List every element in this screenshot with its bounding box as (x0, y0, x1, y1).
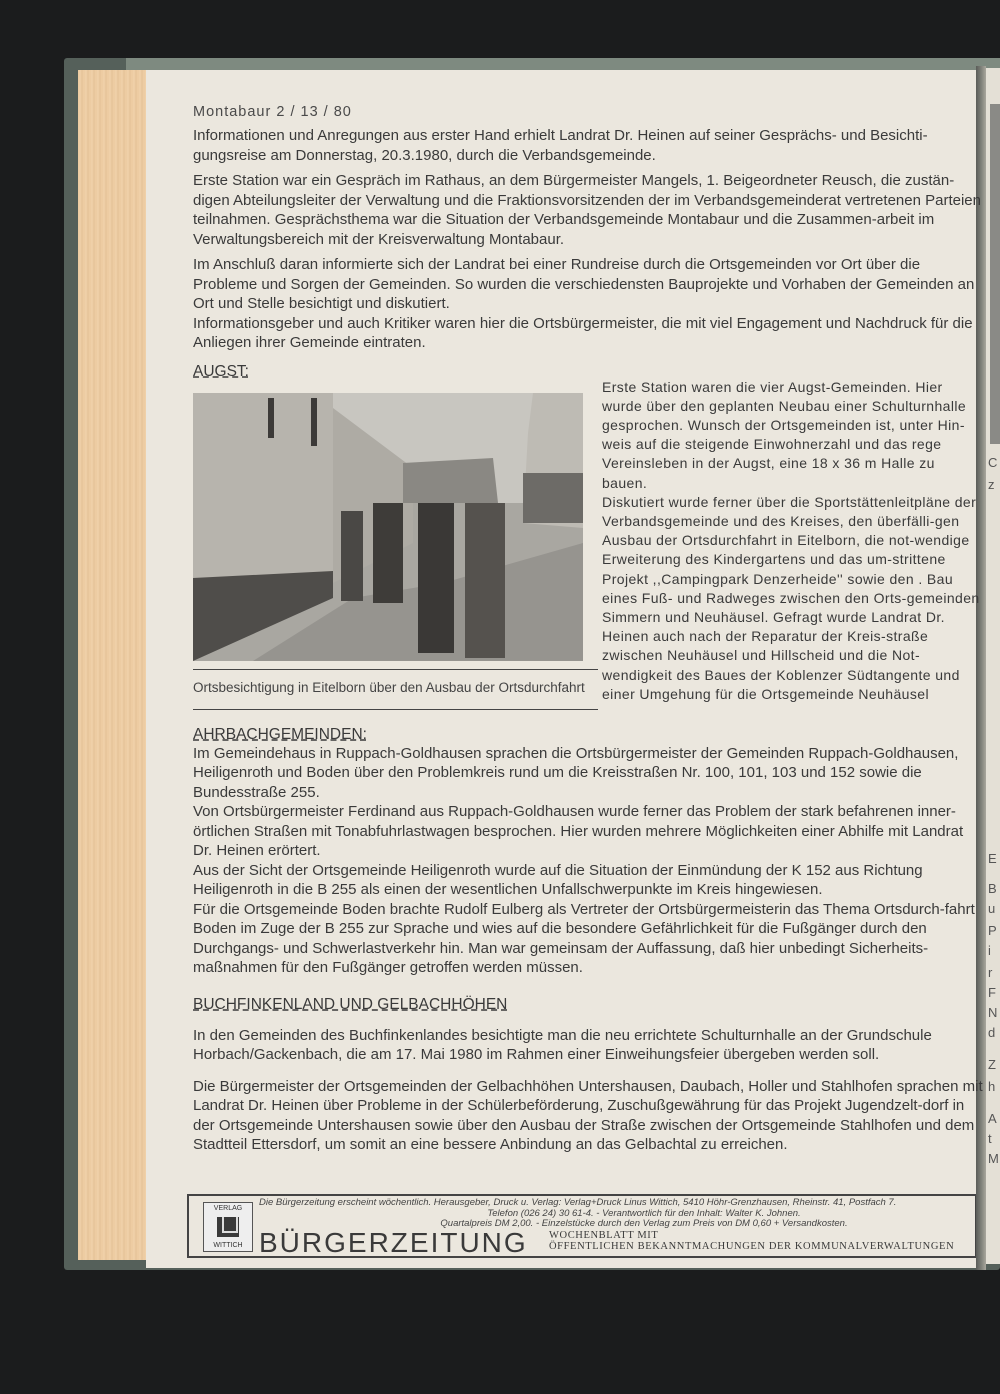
imprint (259, 1198, 969, 1230)
next-page-fragment: d (988, 1025, 996, 1040)
masthead-footer (187, 1194, 976, 1258)
intro-paragraph: Informationsgeber und auch Kritiker waren hier die Ortsbürgermeister, die mit viel Engagement und Nachdruck für die Anliegen ihrer Gemeinde eintraten. (193, 314, 973, 351)
ahrbach-paragraph: Für die Ortsgemeinde Boden brachte Rudolf Eulberg als Vertreter der Ortsbürgermeisterin das Thema Ortsdurch-fahrt Boden im Zuge der B 255 zur Sprache und wies auf die besondere Gefährlichkeit für die Fußgänger durch den Durchgangs- und Schwerlastverkehr hin. Man war gemeinsam der Auffassung, daß hier unbedingt Sicherheits-maßnahmen für den Fußgänger getroffen werden müssen. (193, 900, 975, 976)
photo-eitelborn (193, 393, 583, 661)
dateline: Montabaur 2 / 13 / 80 (193, 104, 352, 120)
next-page-fragment: C (988, 455, 998, 470)
verlag-wittich-logo (203, 1202, 253, 1252)
book-cover-edge (126, 58, 1000, 70)
intro-paragraph: Informationen und Anregungen aus erster Hand erhielt Landrat Dr. Heinen auf seiner Gesprächs- und Besichti-gungsreise am Donnerstag, 20.3.1980, durch die Verbandsgemeinde. (193, 127, 928, 164)
section-heading-buchfinken: BUCHFINKENLAND UND GELBACHHÖHEN (193, 995, 508, 1013)
augst-section (193, 363, 983, 718)
intro-paragraph: Im Anschluß daran informierte sich der Landrat bei einer Rundreise durch die Ortsgemeinden vor Ort über die Probleme und Sorgen der Gemeinden. So wurden die verschiedensten Bauprojekte und Vorhaben der Gemeinden an Ort und Stelle besichtigt und diskutiert. (193, 256, 975, 312)
next-page-fragment: Z (988, 1057, 996, 1072)
intro-paragraph: Erste Station war ein Gespräch im Rathaus, an dem Bürgermeister Mangels, 1. Beigeordneter Reusch, die zustän-digen Abteilungsleiter der Verwaltung und die Fraktionsvorsitzenden der im Verbandsgemeinderat vertretenen Parteien teilnahmen. Gesprächsthema war die Situation der Verbandsgemeinde Montabaur und die Zusammen-arbeit im Verwaltungsbereich mit der Kreisverwaltung Montabaur. (193, 172, 981, 248)
next-page-fragment: z (988, 477, 995, 492)
next-page-fragment: u (988, 901, 996, 916)
photo-caption-box (193, 669, 598, 710)
next-page-fragment: P (988, 923, 997, 938)
next-page-fragment: t (988, 1131, 992, 1146)
next-page-fragment: M (988, 1151, 999, 1166)
intro-section (193, 126, 983, 353)
augst-text (602, 378, 982, 704)
buchfinken-section (193, 996, 983, 1155)
photo-caption: Ortsbesichtigung in Eitelborn über den Ausbau der Ortsdurchfahrt (193, 679, 585, 695)
ahrbach-paragraph: Aus der Sicht der Ortsgemeinde Heiligenroth wurde auf die Situation der Einmündung der K 152 aus Richtung Heiligenroth in die B 255 als einen der wesentlichen Unfallschwerpunkte im Kreis hingewiesen. (193, 861, 923, 898)
augst-paragraph: Diskutiert wurde ferner über die Sportstättenleitpläne der Verbandsgemeinde und des Kreises, den überfälli-gen Ausbau der Ortsdurchfahrt in Eitelborn, die not-wendige Erweiterung des Kindergartens und das um-strittene Projekt ,,Campingpark Denzerheide'' sowie den . Bau eines Fuß- und Radweges zwischen den Orts-gemeinden Simmern und Neuhäusel. Gefragt wurde Landrat Dr. Heinen auch nach der Reparatur der Kreis-straße zwischen Neuhäusel und Hillscheid und die Not-wendigkeit des Baues der Koblenzer Südtangente und einer Umgehung für die Ortsgemeinde Neuhäusel (602, 493, 980, 702)
logo-text-top: VERLAG (213, 1205, 243, 1212)
article (193, 104, 983, 1155)
gelbach-paragraph: Die Bürgermeister der Ortsgemeinden der Gelbachhöhen Untershausen, Daubach, Holler und Stahlhofen sprachen mit Landrat Dr. Heinen über Probleme in der Schülerbeförderung, Zuschußgewährung für das Projekt Jugendzelt-dorf in der Ortsgemeinde Untershausen sowie über den Ausbau der Straße zwischen der Ortsgemeinde Stahlhofen und dem Stadtteil Ettersdorf, um somit an eine bessere Anbindung an das Gelbachtal zu erreichen. (193, 1077, 983, 1153)
ahrbach-paragraph: Von Ortsbürgermeister Ferdinand aus Ruppach-Goldhausen wurde ferner das Problem der stark befahrenen inner-örtlichen Straßen mit Tonabfuhrlastwagen besprochen. Hier wurden mehrere Möglichkeiten einer Abhilfe mit Landrat Dr. Heinen erörtert. (193, 803, 964, 859)
ahrbach-section (193, 726, 983, 978)
next-page-fragment: N (988, 1005, 998, 1020)
next-page-sliver (986, 68, 1000, 1264)
masthead-subtitle-line: ÖFFENTLICHEN BEKANNTMACHUNGEN DER KOMMUNALVERWALTUNGEN (549, 1241, 955, 1252)
masthead-subtitle (549, 1230, 954, 1252)
logo-mark-icon (217, 1217, 239, 1237)
photo-image (193, 393, 583, 661)
masthead-title: BÜRGERZEITUNG (259, 1227, 528, 1258)
augst-paragraph: Erste Station waren die vier Augst-Gemeinden. Hier wurde über den geplanten Neubau einer Schulturnhalle gesprochen. Wunsch der Ortsgemeinden ist, unter Hin-weis auf die steigende Einwohnerzahl und das rege Vereinsleben in der Augst, eine 18 x 36 m Halle zu bauen. (602, 378, 967, 491)
section-heading-ahrbach: AHRBACHGEMEINDEN: (193, 725, 367, 743)
next-page-fragment: B (988, 881, 997, 896)
section-heading-augst: AUGST: (193, 362, 249, 380)
ahrbach-paragraph: Im Gemeindehaus in Ruppach-Goldhausen sprachen die Ortsbürgermeister der Gemeinden Ruppach-Goldhausen, Heiligenroth und Boden über den Problemkreis rund um die Kreisstraßen Nr. 100, 101, 103 und 152 sowie die Bundesstraße 255. (193, 744, 959, 801)
next-page-fragment: i (988, 943, 991, 958)
imprint-line: Die Bürgerzeitung erscheint wöchentlich. Herausgeber, Druck u. Verlag: Verlag+Druck Linus Wittich, 5410 Höhr-Grenzhausen, Rheinstr. 41, Postfach 7. (259, 1197, 897, 1208)
imprint-line: Telefon (026 24) 30 61-4. - Verantwortlich für den Inhalt: Walter K. Johnen. (487, 1207, 801, 1219)
next-page-fragment: F (988, 985, 996, 1000)
next-page-fragment: h (988, 1079, 996, 1094)
masthead-subtitle-line: WOCHENBLATT MIT (549, 1230, 659, 1241)
logo-text-bottom: WITTICH (213, 1242, 243, 1249)
next-page-fragment: A (988, 1111, 997, 1126)
next-page-photo (990, 104, 1000, 444)
page-edges (78, 70, 150, 1260)
next-page-fragment: E (988, 851, 997, 866)
buchfinken-paragraph: In den Gemeinden des Buchfinkenlandes besichtigte man die neu errichtete Schulturnhalle an der Grundschule Horbach/Gackenbach, die am 17. Mai 1980 im Rahmen einer Einweihungsfeier übergeben werden soll. (193, 1026, 932, 1063)
imprint-line: Quartalpreis DM 2,00. - Einzelstücke durch den Verlag zum Preis von DM 0,60 + Versandkosten. (440, 1218, 848, 1229)
next-page-fragment: r (988, 965, 993, 980)
